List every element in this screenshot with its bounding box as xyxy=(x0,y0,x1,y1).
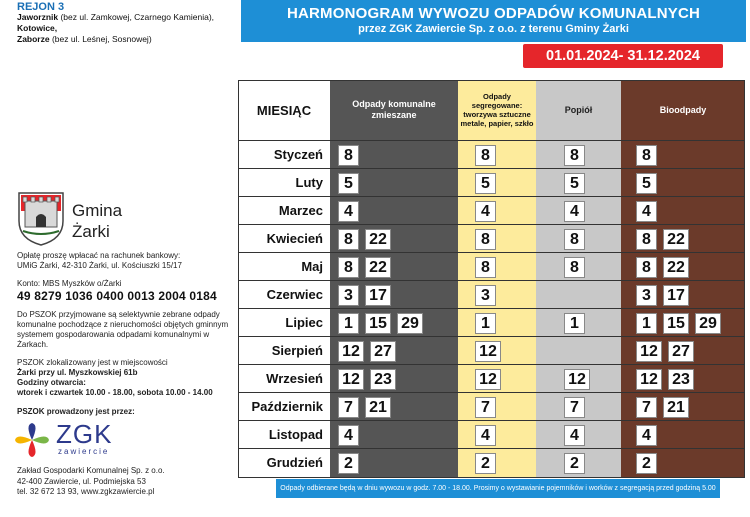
month-name: Marzec xyxy=(278,203,323,218)
zgk-address xyxy=(17,466,165,498)
header-bio: Bioodpady xyxy=(659,105,707,115)
pickup-day-mixed: 15 xyxy=(365,313,391,334)
pickup-day-bio: 12 xyxy=(636,341,662,362)
bank-konto: Konto: MBS Myszków o/Żarki xyxy=(17,279,122,288)
table-row xyxy=(238,141,745,169)
month-name: Styczeń xyxy=(273,147,323,162)
pickup-day-bio: 27 xyxy=(668,341,694,362)
pickup-day-seg: 7 xyxy=(475,397,496,418)
pickup-day-mixed: 5 xyxy=(338,173,359,194)
pickup-day-bio: 15 xyxy=(663,313,689,334)
table-row xyxy=(238,225,745,253)
schedule-subtitle: przez ZGK Zawiercie Sp. z o.o. z terenu Gminy Żarki xyxy=(358,23,629,35)
pickup-day-mixed: 12 xyxy=(338,341,364,362)
table-row xyxy=(238,309,745,337)
pickup-day-seg: 3 xyxy=(475,285,496,306)
pickup-day-seg: 2 xyxy=(475,453,496,474)
pickup-day-seg: 12 xyxy=(475,341,501,362)
locality-zaborze-note: (bez ul. Leśnej, Sosnowej) xyxy=(49,34,152,44)
gmina-line1: Gmina xyxy=(72,201,123,220)
date-range-badge: 01.01.2024- 31.12.2024 xyxy=(523,44,723,68)
header-mixed: Odpady komunalne zmieszane xyxy=(352,99,436,120)
pickup-day-mixed: 29 xyxy=(397,313,423,334)
header-segregated: Odpady segregowane: tworzywa sztuczne metale, papier, szkło xyxy=(460,92,534,128)
pickup-day-ash: 1 xyxy=(564,313,585,334)
payment-line1: Opłatę proszę wpłacać na rachunek bankowy: xyxy=(17,251,181,260)
pszok-location xyxy=(17,358,232,398)
pickup-day-mixed: 12 xyxy=(338,369,364,390)
pszok-location-line1: PSZOK zlokalizowany jest w miejscowości xyxy=(17,358,168,367)
zgk-contact: tel. 32 672 13 93, www.zgkzawiercie.pl xyxy=(17,487,155,496)
pickup-day-seg: 4 xyxy=(475,201,496,222)
locality-zaborze: Zaborze xyxy=(17,34,50,44)
pickup-day-bio: 22 xyxy=(663,229,689,250)
pickup-day-bio: 8 xyxy=(636,257,657,278)
pickup-day-seg: 8 xyxy=(475,257,496,278)
month-name: Listopad xyxy=(268,427,323,442)
locality-jaworznik-note: (bez ul. Zamkowej, Czarnego Kamienia), xyxy=(58,12,215,22)
pickup-day-seg: 8 xyxy=(475,145,496,166)
pickup-day-bio: 1 xyxy=(636,313,657,334)
table-row xyxy=(238,197,745,225)
region-localities xyxy=(17,12,214,45)
payment-line2: UMiG Żarki, 42-310 Żarki, ul. Kościuszki 15/17 xyxy=(17,261,182,270)
gmina-name xyxy=(72,200,122,242)
pickup-day-seg: 5 xyxy=(475,173,496,194)
month-name: Październik xyxy=(251,399,323,414)
pickup-day-ash: 8 xyxy=(564,145,585,166)
pickup-day-bio: 8 xyxy=(636,229,657,250)
header-ash: Popiół xyxy=(564,105,593,115)
pickup-day-ash: 8 xyxy=(564,229,585,250)
pszok-run-by-text: PSZOK prowadzony jest przez: xyxy=(17,407,135,416)
pickup-day-bio: 5 xyxy=(636,173,657,194)
pickup-day-bio: 4 xyxy=(636,201,657,222)
pickup-day-seg: 8 xyxy=(475,229,496,250)
table-row xyxy=(238,253,745,281)
pickup-day-mixed: 23 xyxy=(370,369,396,390)
month-name: Kwiecień xyxy=(266,231,323,246)
pickup-day-bio: 29 xyxy=(695,313,721,334)
pickup-day-bio: 23 xyxy=(668,369,694,390)
month-name: Czerwiec xyxy=(266,287,323,302)
table-row xyxy=(238,365,745,393)
pickup-day-bio: 21 xyxy=(663,397,689,418)
zgk-address-line1: Zakład Gospodarki Komunalnej Sp. z o.o. xyxy=(17,466,165,475)
gmina-line2: Żarki xyxy=(72,222,110,241)
zgk-sub: zawiercie xyxy=(58,447,110,456)
pickup-day-mixed: 4 xyxy=(338,201,359,222)
pickup-day-bio: 8 xyxy=(636,145,657,166)
month-name: Luty xyxy=(295,175,323,190)
zgk-leaf-logo-icon xyxy=(15,423,49,457)
pickup-day-ash: 12 xyxy=(564,369,590,390)
zgk-name: ZGK xyxy=(56,419,113,449)
pickup-day-bio: 7 xyxy=(636,397,657,418)
coat-of-arms-icon xyxy=(17,191,65,246)
pickup-notice: Odpady odbierane będą w dniu wywozu w godz. 7.00 - 18.00. Prosimy o wystawianie pojemników i worków z segregacją przed godziną 5.00 rano. xyxy=(276,479,720,498)
pickup-day-mixed: 8 xyxy=(338,257,359,278)
table-row xyxy=(238,169,745,197)
table-row xyxy=(238,337,745,365)
pickup-day-bio: 3 xyxy=(636,285,657,306)
payment-info xyxy=(17,251,232,271)
pickup-day-ash: 5 xyxy=(564,173,585,194)
pickup-day-ash: 8 xyxy=(564,257,585,278)
header-month: MIESIĄC xyxy=(256,102,312,118)
month-name: Lipiec xyxy=(285,315,323,330)
pickup-day-mixed: 27 xyxy=(370,341,396,362)
pickup-day-mixed: 8 xyxy=(338,145,359,166)
pickup-day-bio: 4 xyxy=(636,425,657,446)
pickup-day-seg: 4 xyxy=(475,425,496,446)
pickup-day-bio: 12 xyxy=(636,369,662,390)
month-name: Wrzesień xyxy=(266,371,323,386)
pszok-hours-label: Godziny otwarcia: xyxy=(17,378,86,387)
pickup-day-ash: 2 xyxy=(564,453,585,474)
schedule-header xyxy=(241,0,746,42)
schedule-table xyxy=(238,80,745,478)
bank-account-number: 49 8279 1036 0400 0013 2004 0184 xyxy=(17,289,217,303)
pickup-day-mixed: 17 xyxy=(365,285,391,306)
table-row xyxy=(238,393,745,421)
pickup-day-ash: 4 xyxy=(564,201,585,222)
pszok-hours: wtorek i czwartek 10.00 - 18.00, sobota 10.00 - 14.00 xyxy=(17,388,213,397)
table-row xyxy=(238,449,745,477)
pickup-day-mixed: 4 xyxy=(338,425,359,446)
locality-jaworznik: Jaworznik xyxy=(17,12,59,22)
pickup-day-seg: 12 xyxy=(475,369,501,390)
pszok-address: Żarki przy ul. Myszkowskiej 61b xyxy=(17,368,138,377)
month-name: Sierpień xyxy=(271,343,323,358)
pickup-day-bio: 2 xyxy=(636,453,657,474)
pickup-day-mixed: 22 xyxy=(365,229,391,250)
pickup-day-seg: 1 xyxy=(475,313,496,334)
pickup-day-mixed: 1 xyxy=(338,313,359,334)
pickup-day-bio: 17 xyxy=(663,285,689,306)
locality-kotowice: Kotowice, xyxy=(17,23,58,33)
schedule-title: HARMONOGRAM WYWOZU ODPADÓW KOMUNALNYCH xyxy=(286,5,701,22)
pickup-day-mixed: 2 xyxy=(338,453,359,474)
pszok-description: Do PSZOK przyjmowane są selektywnie zebrane odpady komunalne pochodzące z nieruchomości objętych gminnym systemem gospodarowania odpadami komunalnymi w Żarkach. xyxy=(17,310,229,349)
pickup-day-ash: 4 xyxy=(564,425,585,446)
zgk-address-line2: 42-400 Zawiercie, ul. Podmiejska 53 xyxy=(17,476,146,486)
table-row xyxy=(238,281,745,309)
left-panel xyxy=(0,0,238,500)
month-name: Grudzień xyxy=(266,455,323,470)
month-name: Maj xyxy=(301,259,323,274)
table-row xyxy=(238,421,745,449)
pickup-day-bio: 22 xyxy=(663,257,689,278)
pickup-day-mixed: 21 xyxy=(365,397,391,418)
pickup-day-mixed: 7 xyxy=(338,397,359,418)
pickup-day-mixed: 3 xyxy=(338,285,359,306)
pickup-day-mixed: 8 xyxy=(338,229,359,250)
pickup-day-ash: 7 xyxy=(564,397,585,418)
region-title: REJON 3 xyxy=(17,1,65,13)
pickup-day-mixed: 22 xyxy=(365,257,391,278)
pszok-run-by xyxy=(17,407,232,417)
